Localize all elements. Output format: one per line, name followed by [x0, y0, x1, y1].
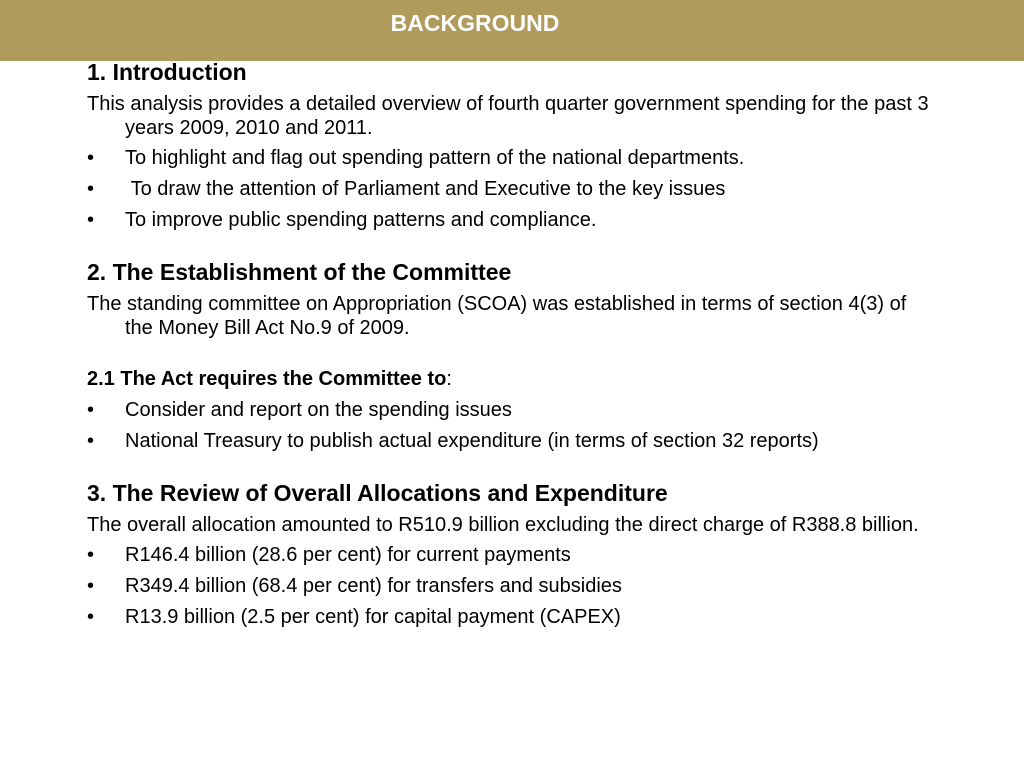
- bullet-icon: •: [87, 178, 95, 200]
- list-item: [87, 208, 937, 232]
- list-item-text: To improve public spending patterns and compliance.: [125, 209, 597, 231]
- header-bar: [0, 0, 1024, 61]
- bullet-icon: •: [87, 430, 95, 452]
- review-heading: 3. The Review of Overall Allocations and Expenditure: [87, 480, 668, 506]
- intro-bullet-list: [87, 146, 937, 232]
- list-item: [87, 429, 937, 453]
- intro-heading: 1. Introduction: [87, 59, 247, 85]
- list-item-text: To highlight and flag out spending pattern of the national departments.: [125, 147, 745, 169]
- review-paragraph: The overall allocation amounted to R510.9 billion excluding the direct charge of R388.8 billion.: [87, 514, 919, 536]
- act-heading: [87, 366, 937, 392]
- list-item-text: R13.9 billion (2.5 per cent) for capital payment (CAPEX): [125, 606, 621, 628]
- list-item-text: To draw the attention of Parliament and Executive to the key issues: [125, 178, 726, 200]
- bullet-icon: •: [87, 606, 95, 628]
- list-item: [87, 543, 937, 567]
- list-item: [87, 574, 937, 598]
- committee-heading: 2. The Establishment of the Committee: [87, 259, 512, 285]
- act-bullet-list: [87, 398, 937, 453]
- review-bullet-list: [87, 543, 937, 629]
- list-item: [87, 146, 937, 170]
- act-heading-text: 2.1 The Act requires the Committee to: [87, 368, 447, 390]
- bullet-icon: •: [87, 399, 95, 421]
- list-item-text: R349.4 billion (68.4 per cent) for transfers and subsidies: [125, 575, 622, 597]
- committee-paragraph: The standing committee on Appropriation (SCOA) was established in terms of section 4(3) of the Money Bill Act No.9 of 2009.: [87, 293, 907, 339]
- bullet-icon: •: [87, 209, 95, 231]
- list-item: [87, 605, 937, 629]
- list-item: [87, 177, 937, 201]
- list-item-text: Consider and report on the spending issues: [125, 399, 512, 421]
- act-heading-colon: :: [446, 368, 452, 390]
- slide-content: [87, 58, 937, 629]
- bullet-icon: •: [87, 575, 95, 597]
- list-item-text: R146.4 billion (28.6 per cent) for current payments: [125, 544, 571, 566]
- intro-paragraph: This analysis provides a detailed overview of fourth quarter government spending for the past 3 years 2009, 2010 and 2011.: [87, 93, 929, 139]
- bullet-icon: •: [87, 147, 95, 169]
- bullet-icon: •: [87, 544, 95, 566]
- page-title: BACKGROUND: [390, 10, 560, 36]
- list-item-text: National Treasury to publish actual expenditure (in terms of section 32 reports): [125, 430, 819, 452]
- list-item: [87, 398, 937, 422]
